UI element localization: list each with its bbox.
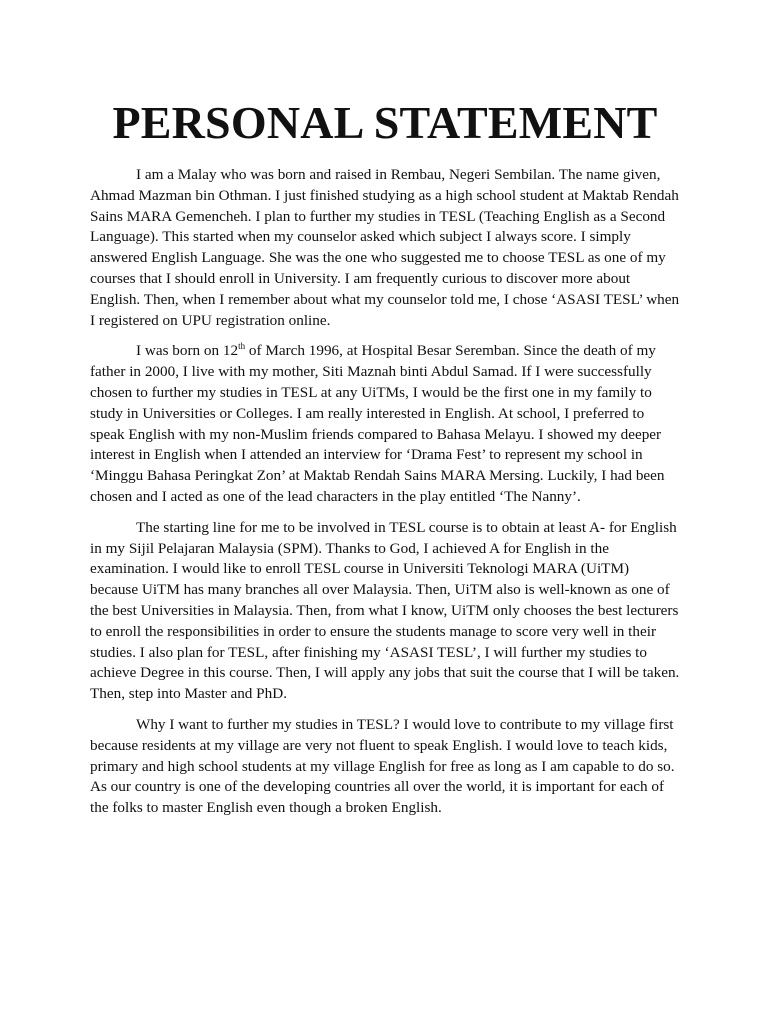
page-title: PERSONAL STATEMENT <box>112 97 658 148</box>
paragraph-motivation: Why I want to further my studies in TESL? I would love to contribute to my village first because residents at my village are very not fluent to speak English. I would love to teach kids, primary and high school students at my village English for free as long as I am capable to do so. As our country is one of the developing countries all over the world, it is important for each of the folks to master English even though a broken English. <box>90 715 675 817</box>
paragraph-background <box>90 341 680 507</box>
paragraph-background-rest: of March 1996, at Hospital Besar Seremban. Since the death of my father in 2000, I live with my mother, Siti Maznah binti Abdul Samad. If I were successfully chosen to further my studies in TESL at any UiTMs, I would be the first one in my family to study in Universities or Colleges. I am really interested in English. At school, I preferred to speak English with my non-Muslim friends compared to Bahasa Melayu. I showed my deeper interest in English when I attended an interview for ‘Drama Fest’ to represent my school in ‘Minggu Bahasa Peringkat Zon’ at Maktab Rendah Sains MARA Mersing. Luckily, I had been chosen and I acted as one of the lead characters in the play entitled ‘The Nanny’. <box>90 342 665 505</box>
paragraph-course-plan: The starting line for me to be involved in TESL course is to obtain at least A- for English in my Sijil Pelajaran Malaysia (SPM). Thanks to God, I achieved A for English in the examination. I would like to enroll TESL course in Universiti Teknologi MARA (UiTM) because UiTM has many branches all over Malaysia. Then, UiTM also is well-known as one of the best Universities in Malaysia. Then, from what I know, UiTM only chooses the best lecturers to enroll the responsibilities in order to ensure the students manage to score very well in their studies. I also plan for TESL, after finishing my ‘ASASI TESL’, I will further my studies to achieve Degree in this course. Then, I will apply any jobs that suit the course that I will be taken. Then, step into Master and PhD. <box>90 518 680 703</box>
paragraph-introduction: I am a Malay who was born and raised in Rembau, Negeri Sembilan. The name given, Ahmad Mazman bin Othman. I just finished studying as a high school student at Maktab Rendah Sains MARA Gemencheh. I plan to further my studies in TESL (Teaching English as a Second Language). This started when my counselor asked which subject I always score. I simply answered English Language. She was the one who suggested me to choose TESL as one of my courses that I should enroll in University. I am frequently curious to discover more about English. Then, when I remember about what my counselor told me, I chose ‘ASASI TESL’ when I registered on UPU registration online. <box>90 166 680 329</box>
paragraph-background-start: I was born on 12 <box>136 342 239 360</box>
ordinal-suffix: th <box>238 341 246 352</box>
